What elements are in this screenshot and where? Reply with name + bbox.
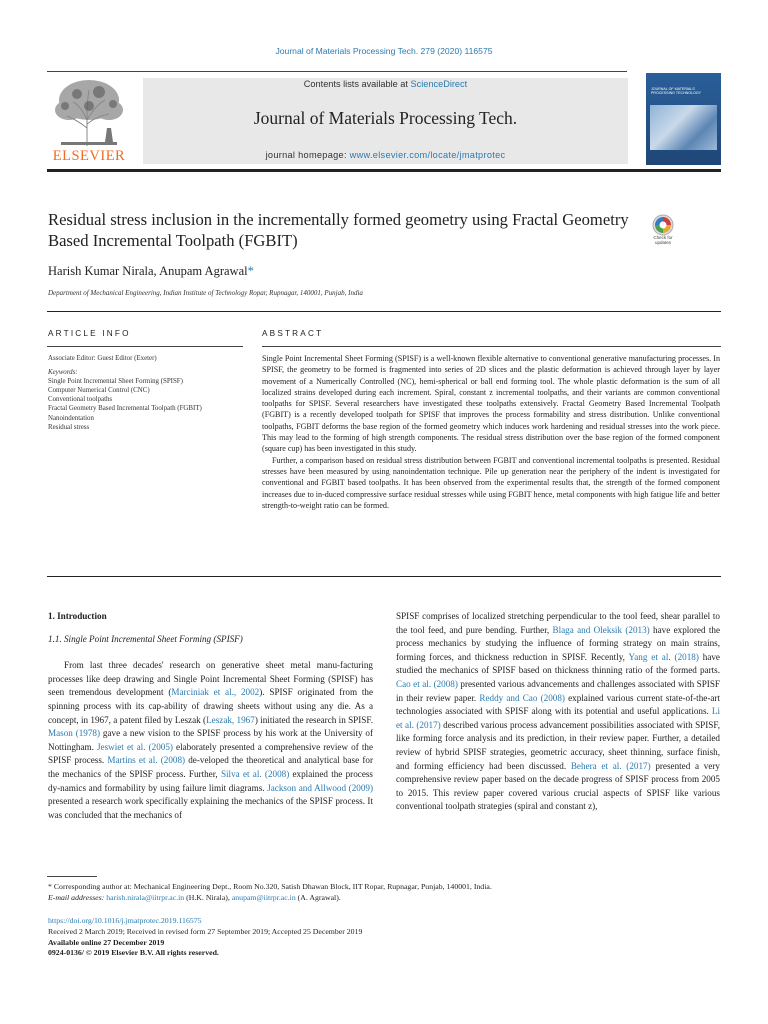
email-link-nirala[interactable]: harish.nirala@iitrpr.ac.in xyxy=(106,893,185,903)
keyword-item: Fractal Geometry Based Incremental Toolpath (FGBIT) xyxy=(48,405,202,413)
cover-title: JOURNAL OF MATERIALS PROCESSING TECHNOLOGY xyxy=(651,87,702,96)
contents-line xyxy=(143,79,628,89)
body-paragraph xyxy=(396,610,720,814)
email-owner: (H.K. Nirala), xyxy=(184,893,232,903)
affiliation: Department of Mechanical Engineering, Indian Institute of Technology Ropar, Rupnagar, 140001, Punjab, India xyxy=(48,289,363,297)
body-text: gave a new vision to the SPISF process by his work at the University of Nottingham. xyxy=(48,728,373,752)
footnotes xyxy=(48,881,720,903)
citation-link[interactable]: Mason (1978) xyxy=(48,728,101,739)
available-online: Available online 27 December 2019 xyxy=(48,937,165,947)
citation-link[interactable]: Silva et al. (2008) xyxy=(220,768,290,779)
citation-link[interactable]: Blaga and Oleksik (2013) xyxy=(552,624,650,635)
body-text: ) initiated the research in SPISF. xyxy=(254,714,373,725)
author-names: Harish Kumar Nirala, Anupam Agrawal xyxy=(48,264,248,278)
article-info xyxy=(48,354,248,432)
citation-link[interactable]: Jeswiet et al. (2005) xyxy=(96,741,173,752)
citation-link[interactable]: Cao et al. (2008) xyxy=(396,678,458,689)
header-bottom-rule xyxy=(47,169,721,172)
email-line xyxy=(48,892,720,903)
body-text: From last three decades' research on generative sheet metal manu-facturing processes like deep drawing and Single Point Incremental Sheet Forming (SPISF) has seen tremendous development ( xyxy=(48,660,373,698)
keyword-item: Single Point Incremental Sheet Forming (SPISF) xyxy=(48,378,183,386)
abstract-heading: ABSTRACT xyxy=(262,329,324,338)
email-label: E-mail addresses: xyxy=(48,893,105,903)
citation-link[interactable]: Behera et al. (2017) xyxy=(570,760,651,771)
body-paragraph xyxy=(48,659,373,822)
article-info-rule xyxy=(47,346,243,347)
crossmark-label: Check for updates xyxy=(653,235,673,245)
title-bottom-rule xyxy=(47,311,721,312)
publication-info xyxy=(48,916,720,959)
body-text: presented a research work specifically explaining the mechanics of the SPISF process. It was concluded that the mechanics of xyxy=(48,796,373,820)
body-text: ). SPISF originated from the spinning process with its cap-ability of drawing sheets without using any die. As a concept, in 1967, a patent filed by Leszak ( xyxy=(48,687,373,725)
body-text: de-veloped the theoretical and analytical base for the mechanics of the SPISF process. Further, xyxy=(48,755,373,779)
abstract-body xyxy=(262,353,720,511)
sciencedirect-link[interactable]: ScienceDirect xyxy=(410,79,468,89)
crossmark-icon[interactable] xyxy=(643,213,683,251)
body-left-column xyxy=(48,610,373,822)
associate-editor: Associate Editor: Guest Editor (Exeter) xyxy=(48,355,157,362)
copyright: 0924-0136/ © 2019 Elsevier B.V. All rights reserved. xyxy=(48,948,219,958)
citation-link[interactable]: Yang et al. (2018) xyxy=(628,651,699,662)
keyword-item: Computer Numerical Control (CNC) xyxy=(48,387,150,395)
keyword-item: Residual stress xyxy=(48,423,90,431)
paper-title: Residual stress inclusion in the incrementally formed geometry using Fractal Geometry Based Incremental Toolpath (FGBIT) xyxy=(48,210,629,250)
keyword-item: Conventional toolpaths xyxy=(48,396,113,404)
cover-photo xyxy=(650,105,717,150)
received-dates: Received 2 March 2019; Received in revised form 27 September 2019; Accepted 25 December 2019 xyxy=(48,926,363,936)
homepage-prefix: journal homepage: xyxy=(265,150,350,160)
doi-link[interactable]: https://doi.org/10.1016/j.jmatprotec.2019.116575 xyxy=(48,916,202,925)
keyword-item: Nanoindentation xyxy=(48,414,94,422)
body-text: explained various current state-of-the-art technologies associated with SPISF along with its potential and useful applications. xyxy=(396,692,720,717)
abstract-paragraph: Single Point Incremental Sheet Forming (SPISF) is a well-known flexible alternative to conventional generative manufacturing processes. In SPISF, the geometry to be formed is fragmented into series of 2D slices and the plastic deformation is achieved through layer by layer movement of a Numerically Controlled (NC), hemi-spherical or ball end forming tool. The whole plastic deformation is the sum of all localized strains developed during each increment. Spiral, constant z incremental toolpaths, and their variants are common conventional toolpaths for SPISF. Several researchers have investigated these toolpaths extensively. Fractal Geometry Based Incremental Toolpath (FGBIT) is a recently developed toolpath for SPISF that improves the process formability and stress distribution. Unlike conventional toolpaths, FGBIT deforms the base region of the formed geometry which induces work hardening and residual stresses into the work piece. This may lead to the forming of high strength components. The residual stress distribution over the base region of the formed component (square cup) has been investigated in this study. xyxy=(262,354,720,454)
abstract-bottom-rule xyxy=(47,576,721,577)
subsection-heading: 1.1. Single Point Incremental Sheet Forming (SPISF) xyxy=(48,633,243,644)
citation-link[interactable]: Leszak, 1967 xyxy=(206,714,255,725)
citation-link[interactable]: Martins et al. (2008) xyxy=(107,755,186,766)
section-heading: 1. Introduction xyxy=(48,611,107,621)
elsevier-wordmark: ELSEVIER xyxy=(52,148,126,164)
journal-homepage xyxy=(143,150,628,160)
abstract-rule xyxy=(262,346,721,347)
citation-link[interactable]: Reddy and Cao (2008) xyxy=(479,692,565,703)
footnote-rule xyxy=(47,876,97,877)
journal-title: Journal of Materials Processing Tech. xyxy=(253,108,518,128)
body-text: presented various advancements and challenges associated with SPISF in their review paper. xyxy=(396,678,720,703)
email-link-agrawal[interactable]: anupam@iitrpr.ac.in xyxy=(231,893,296,903)
citation-link[interactable]: Marciniak et al., 2002 xyxy=(171,687,260,698)
email-owner: (A. Agrawal). xyxy=(295,893,341,903)
header-top-rule xyxy=(47,71,627,72)
contents-prefix: Contents lists available at xyxy=(303,79,411,89)
body-right-column xyxy=(396,610,720,814)
body-text: elaborately presented a comprehensive review of the SPISF process. xyxy=(48,741,373,766)
body-text: described various process advancement possibilities associated with SPISF, like forming force analysis and its prediction, in their review paper. Further, a detailed review of hybrid SPISF strategies, geometric accuracy, sheet thinning, surface finish, and forming efficiency had been discussed. xyxy=(396,719,720,771)
journal-cover-image[interactable] xyxy=(646,73,721,165)
article-info-heading: ARTICLE INFO xyxy=(48,329,131,338)
citation-link[interactable]: Li et al. (2017) xyxy=(396,706,720,730)
citation-link[interactable]: Jackson and Allwood (2009) xyxy=(267,782,374,793)
homepage-link[interactable]: www.elsevier.com/locate/jmatprotec xyxy=(349,150,506,160)
journal-reference-link[interactable]: Journal of Materials Processing Tech. 279 (2020) 116575 xyxy=(275,46,493,56)
authors xyxy=(48,264,254,279)
body-text: have studied the mechanics of SPISF based on thickness thinning ratio of the formed parts. xyxy=(396,651,720,676)
body-text: presented a very comprehensive review paper based on the decade progress of SPISF process from 2005 to 2015. This review paper covered various crucial aspects of SPISF like various conventional toolpath strategies (spiral and constant z), xyxy=(396,760,720,812)
corresponding-author-mark[interactable]: * xyxy=(247,264,254,278)
keywords-label: Keywords: xyxy=(48,369,78,377)
corresponding-author-note: * Corresponding author at: Mechanical Engineering Dept., Room No.320, Satish Dhawan Block, IIT Ropar, Rupnagar, Punjab, 140001, India. xyxy=(48,882,492,891)
body-text: SPISF comprises of localized stretching perpendicular to the tool feed, shear parallel to the tool feed, and pure bending. Further, xyxy=(396,611,720,635)
body-text: have explored the process mechanics by studying the influence of forming strategy on main strains, forming forces, and thickness reduction in SPISF. Recently, xyxy=(396,624,720,662)
abstract-paragraph: Further, a comparison based on residual stress distribution between FGBIT and conventional incremental toolpaths is presented. Residual stresses have been measured by using nanoindentation technique. Pile up generation near the periphery of the indent is investigated for conventional and FGBIT based toolpaths. It has been observed from the experimental results that, the strength of the formed component increases due to in-duced compressive surface residual stresses while using FGBIT hence, metal components with high fatigue life and better strength-to-weight ratio can be formed. xyxy=(262,455,720,510)
body-text: explained the process dy-namics and formability by using failure limit diagrams. xyxy=(48,768,373,793)
